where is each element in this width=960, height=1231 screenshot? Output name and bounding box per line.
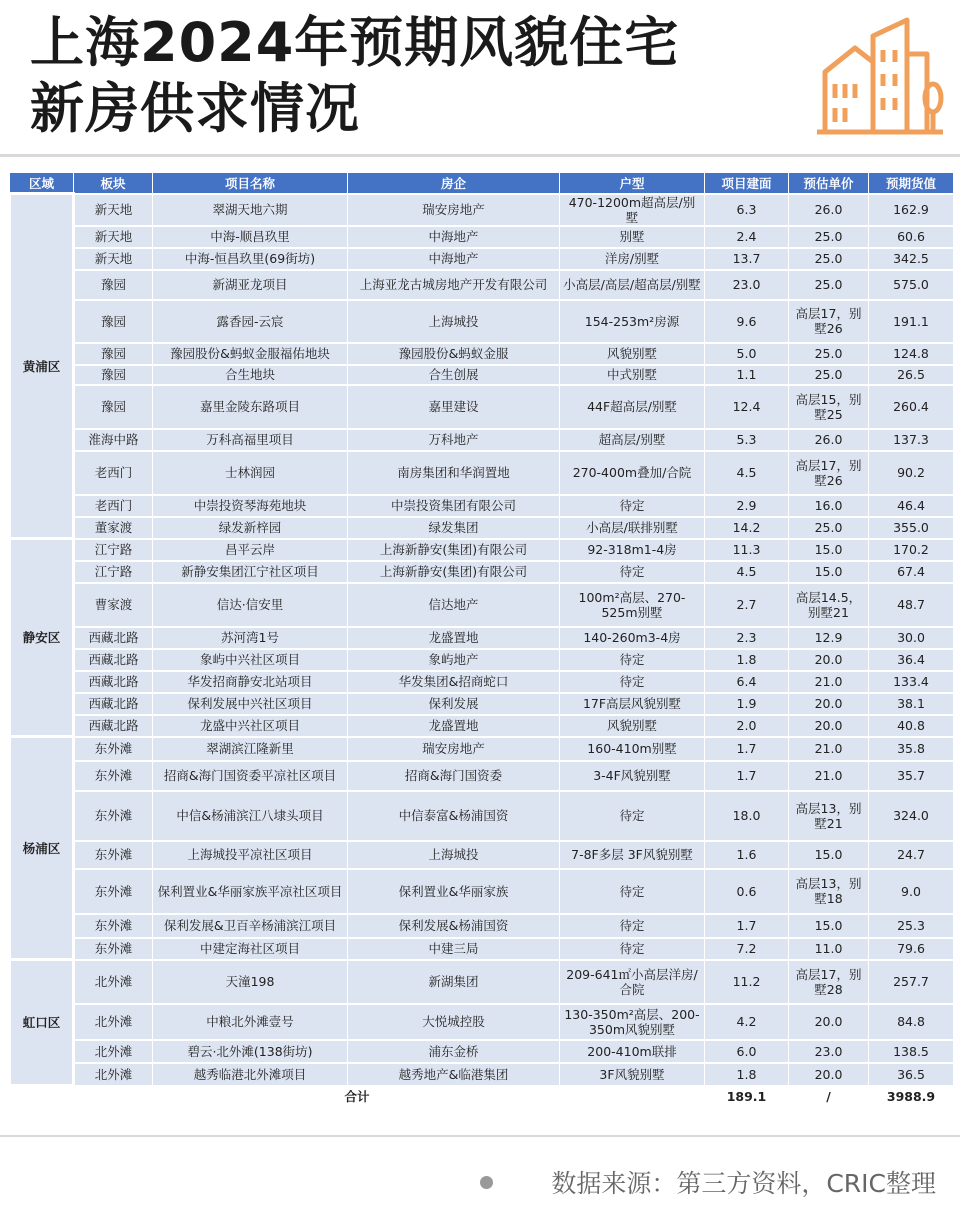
developer-cell: 瑞安房地产 xyxy=(348,737,560,761)
table-row xyxy=(10,583,954,627)
block-cell: 豫园 xyxy=(74,365,153,385)
area-cell: 14.2 xyxy=(705,517,789,539)
developer-cell: 大悦城控股 xyxy=(348,1004,560,1040)
value-cell: 170.2 xyxy=(869,539,954,561)
unit-type-cell: 140-260m3-4房 xyxy=(560,627,705,649)
project-cell: 合生地块 xyxy=(153,365,348,385)
table-row xyxy=(10,495,954,517)
price-cell: 高层15，别墅25 xyxy=(789,385,869,429)
value-cell: 84.8 xyxy=(869,1004,954,1040)
block-cell: 北外滩 xyxy=(74,1063,153,1086)
value-cell: 35.8 xyxy=(869,737,954,761)
price-cell: 高层14.5，别墅21 xyxy=(789,583,869,627)
bullet-icon xyxy=(480,1176,493,1189)
area-cell: 2.9 xyxy=(705,495,789,517)
top-divider xyxy=(0,154,960,157)
area-cell: 2.4 xyxy=(705,226,789,248)
developer-cell: 上海城投 xyxy=(348,300,560,343)
col-header: 项目建面 xyxy=(705,173,789,194)
table-row xyxy=(10,385,954,429)
unit-type-cell: 风貌别墅 xyxy=(560,715,705,737)
unit-type-cell: 待定 xyxy=(560,561,705,583)
developer-cell: 上海亚龙古城房地产开发有限公司 xyxy=(348,270,560,300)
table-row xyxy=(10,561,954,583)
price-cell: 20.0 xyxy=(789,1004,869,1040)
unit-type-cell: 270-400m叠加/合院 xyxy=(560,451,705,495)
value-cell: 48.7 xyxy=(869,583,954,627)
block-cell: 东外滩 xyxy=(74,938,153,960)
project-cell: 象屿中兴社区项目 xyxy=(153,649,348,671)
unit-type-cell: 中式别墅 xyxy=(560,365,705,385)
price-cell: 21.0 xyxy=(789,671,869,693)
price-cell: 高层17，别墅26 xyxy=(789,300,869,343)
table-body xyxy=(10,194,954,1108)
unit-type-cell: 92-318m1-4房 xyxy=(560,539,705,561)
block-cell: 新天地 xyxy=(74,194,153,226)
project-cell: 嘉里金陵东路项目 xyxy=(153,385,348,429)
value-cell: 133.4 xyxy=(869,671,954,693)
table-row xyxy=(10,1040,954,1063)
area-cell: 18.0 xyxy=(705,791,789,841)
unit-type-cell: 超高层/别墅 xyxy=(560,429,705,451)
block-cell: 曹家渡 xyxy=(74,583,153,627)
table-row xyxy=(10,960,954,1004)
unit-type-cell: 470-1200m超高层/别墅 xyxy=(560,194,705,226)
col-header: 板块 xyxy=(74,173,153,194)
table-row xyxy=(10,365,954,385)
price-cell: 25.0 xyxy=(789,517,869,539)
value-cell: 260.4 xyxy=(869,385,954,429)
value-cell: 191.1 xyxy=(869,300,954,343)
unit-type-cell: 154-253m²房源 xyxy=(560,300,705,343)
developer-cell: 万科地产 xyxy=(348,429,560,451)
price-cell: 高层17，别墅28 xyxy=(789,960,869,1004)
unit-type-cell: 130-350m²高层、200-350m风貌别墅 xyxy=(560,1004,705,1040)
project-cell: 新静安集团江宁社区项目 xyxy=(153,561,348,583)
project-cell: 万科高福里项目 xyxy=(153,429,348,451)
project-cell: 中海-顺昌玖里 xyxy=(153,226,348,248)
developer-cell: 保利发展 xyxy=(348,693,560,715)
value-cell: 9.0 xyxy=(869,869,954,914)
price-cell: 23.0 xyxy=(789,1040,869,1063)
table-row xyxy=(10,429,954,451)
value-cell: 67.4 xyxy=(869,561,954,583)
price-cell: 15.0 xyxy=(789,539,869,561)
area-cell: 1.7 xyxy=(705,737,789,761)
unit-type-cell: 209-641㎡小高层洋房/合院 xyxy=(560,960,705,1004)
table-row xyxy=(10,343,954,365)
area-cell: 11.3 xyxy=(705,539,789,561)
value-cell: 25.3 xyxy=(869,914,954,938)
developer-cell: 越秀地产&临港集团 xyxy=(348,1063,560,1086)
block-cell: 豫园 xyxy=(74,300,153,343)
region-cell: 黄浦区 xyxy=(10,194,74,539)
developer-cell: 龙盛置地 xyxy=(348,715,560,737)
table-row xyxy=(10,1004,954,1040)
block-cell: 东外滩 xyxy=(74,841,153,869)
developer-cell: 豫园股份&蚂蚁金服 xyxy=(348,343,560,365)
price-cell: 15.0 xyxy=(789,561,869,583)
block-cell: 西藏北路 xyxy=(74,649,153,671)
table-row xyxy=(10,649,954,671)
unit-type-cell: 待定 xyxy=(560,938,705,960)
unit-type-cell: 风貌别墅 xyxy=(560,343,705,365)
table-row xyxy=(10,914,954,938)
project-cell: 保利发展&卫百辛杨浦滨江项目 xyxy=(153,914,348,938)
table-row xyxy=(10,1063,954,1086)
total-area: 189.1 xyxy=(705,1086,789,1108)
col-header: 项目名称 xyxy=(153,173,348,194)
unit-type-cell: 7-8F多层 3F风貌别墅 xyxy=(560,841,705,869)
unit-type-cell: 待定 xyxy=(560,649,705,671)
area-cell: 6.4 xyxy=(705,671,789,693)
price-cell: 25.0 xyxy=(789,365,869,385)
area-cell: 0.6 xyxy=(705,869,789,914)
developer-cell: 上海新静安(集团)有限公司 xyxy=(348,539,560,561)
developer-cell: 招商&海门国资委 xyxy=(348,761,560,791)
unit-type-cell: 100m²高层、270-525m别墅 xyxy=(560,583,705,627)
value-cell: 35.7 xyxy=(869,761,954,791)
value-cell: 40.8 xyxy=(869,715,954,737)
unit-type-cell: 3F风貌别墅 xyxy=(560,1063,705,1086)
price-cell: 高层13，别墅21 xyxy=(789,791,869,841)
block-cell: 豫园 xyxy=(74,385,153,429)
value-cell: 90.2 xyxy=(869,451,954,495)
project-cell: 上海城投平凉社区项目 xyxy=(153,841,348,869)
developer-cell: 浦东金桥 xyxy=(348,1040,560,1063)
project-cell: 保利置业&华丽家族平凉社区项目 xyxy=(153,869,348,914)
value-cell: 257.7 xyxy=(869,960,954,1004)
price-cell: 20.0 xyxy=(789,1063,869,1086)
supply-table xyxy=(8,172,954,1109)
table-row xyxy=(10,693,954,715)
block-cell: 西藏北路 xyxy=(74,671,153,693)
project-cell: 越秀临港北外滩项目 xyxy=(153,1063,348,1086)
area-cell: 6.3 xyxy=(705,194,789,226)
total-price: / xyxy=(789,1086,869,1108)
block-cell: 豫园 xyxy=(74,343,153,365)
price-cell: 20.0 xyxy=(789,715,869,737)
value-cell: 342.5 xyxy=(869,248,954,270)
area-cell: 1.7 xyxy=(705,761,789,791)
table-row xyxy=(10,226,954,248)
source-note xyxy=(480,1164,936,1200)
region-cell: 杨浦区 xyxy=(10,737,74,960)
project-cell: 中建定海社区项目 xyxy=(153,938,348,960)
total-row xyxy=(10,1086,954,1108)
area-cell: 2.0 xyxy=(705,715,789,737)
project-cell: 露香园-云宸 xyxy=(153,300,348,343)
price-cell: 25.0 xyxy=(789,270,869,300)
developer-cell: 嘉里建设 xyxy=(348,385,560,429)
block-cell: 东外滩 xyxy=(74,791,153,841)
developer-cell: 瑞安房地产 xyxy=(348,194,560,226)
block-cell: 西藏北路 xyxy=(74,693,153,715)
area-cell: 9.6 xyxy=(705,300,789,343)
price-cell: 21.0 xyxy=(789,737,869,761)
unit-type-cell: 待定 xyxy=(560,671,705,693)
col-header: 预估单价 xyxy=(789,173,869,194)
unit-type-cell: 别墅 xyxy=(560,226,705,248)
project-cell: 保利发展中兴社区项目 xyxy=(153,693,348,715)
developer-cell: 华发集团&招商蛇口 xyxy=(348,671,560,693)
project-cell: 中崇投资琴海苑地块 xyxy=(153,495,348,517)
title-line-2: 新房供求情况 xyxy=(30,77,360,140)
area-cell: 4.5 xyxy=(705,561,789,583)
buildings-icon xyxy=(815,14,945,138)
unit-type-cell: 洋房/别墅 xyxy=(560,248,705,270)
area-cell: 1.1 xyxy=(705,365,789,385)
price-cell: 25.0 xyxy=(789,248,869,270)
area-cell: 1.8 xyxy=(705,649,789,671)
col-header: 预期货值 xyxy=(869,173,954,194)
unit-type-cell: 待定 xyxy=(560,869,705,914)
developer-cell: 中信泰富&杨浦国资 xyxy=(348,791,560,841)
block-cell: 西藏北路 xyxy=(74,627,153,649)
page-title xyxy=(30,10,679,142)
area-cell: 23.0 xyxy=(705,270,789,300)
table-row xyxy=(10,270,954,300)
col-header: 户型 xyxy=(560,173,705,194)
table-header xyxy=(10,173,954,194)
developer-cell: 上海城投 xyxy=(348,841,560,869)
developer-cell: 保利置业&华丽家族 xyxy=(348,869,560,914)
developer-cell: 中海地产 xyxy=(348,226,560,248)
table-row xyxy=(10,938,954,960)
project-cell: 信达·信安里 xyxy=(153,583,348,627)
project-cell: 龙盛中兴社区项目 xyxy=(153,715,348,737)
value-cell: 36.5 xyxy=(869,1063,954,1086)
area-cell: 7.2 xyxy=(705,938,789,960)
unit-type-cell: 200-410m联排 xyxy=(560,1040,705,1063)
project-cell: 招商&海门国资委平凉社区项目 xyxy=(153,761,348,791)
project-cell: 翠湖滨江隆新里 xyxy=(153,737,348,761)
table-row xyxy=(10,715,954,737)
table-row xyxy=(10,627,954,649)
area-cell: 1.9 xyxy=(705,693,789,715)
block-cell: 董家渡 xyxy=(74,517,153,539)
area-cell: 5.3 xyxy=(705,429,789,451)
region-cell: 虹口区 xyxy=(10,960,74,1086)
price-cell: 20.0 xyxy=(789,649,869,671)
area-cell: 6.0 xyxy=(705,1040,789,1063)
value-cell: 124.8 xyxy=(869,343,954,365)
price-cell: 16.0 xyxy=(789,495,869,517)
table-row xyxy=(10,300,954,343)
table-row xyxy=(10,761,954,791)
price-cell: 高层13，别墅18 xyxy=(789,869,869,914)
value-cell: 26.5 xyxy=(869,365,954,385)
project-cell: 中粮北外滩壹号 xyxy=(153,1004,348,1040)
price-cell: 25.0 xyxy=(789,343,869,365)
unit-type-cell: 44F超高层/别墅 xyxy=(560,385,705,429)
unit-type-cell: 17F高层风貌别墅 xyxy=(560,693,705,715)
block-cell: 东外滩 xyxy=(74,737,153,761)
table-row xyxy=(10,539,954,561)
value-cell: 137.3 xyxy=(869,429,954,451)
developer-cell: 上海新静安(集团)有限公司 xyxy=(348,561,560,583)
project-cell: 昌平云岸 xyxy=(153,539,348,561)
developer-cell: 南房集团和华润置地 xyxy=(348,451,560,495)
project-cell: 天潼198 xyxy=(153,960,348,1004)
area-cell: 5.0 xyxy=(705,343,789,365)
value-cell: 24.7 xyxy=(869,841,954,869)
block-cell: 东外滩 xyxy=(74,914,153,938)
unit-type-cell: 3-4F风貌别墅 xyxy=(560,761,705,791)
developer-cell: 绿发集团 xyxy=(348,517,560,539)
value-cell: 324.0 xyxy=(869,791,954,841)
block-cell: 新天地 xyxy=(74,248,153,270)
unit-type-cell: 待定 xyxy=(560,914,705,938)
project-cell: 士林润园 xyxy=(153,451,348,495)
table-row xyxy=(10,248,954,270)
block-cell: 东外滩 xyxy=(74,761,153,791)
block-cell: 老西门 xyxy=(74,495,153,517)
unit-type-cell: 待定 xyxy=(560,791,705,841)
area-cell: 2.7 xyxy=(705,583,789,627)
block-cell: 江宁路 xyxy=(74,561,153,583)
value-cell: 162.9 xyxy=(869,194,954,226)
bottom-divider xyxy=(0,1135,960,1137)
price-cell: 21.0 xyxy=(789,761,869,791)
title-line-1: 上海2024年预期风貌住宅 xyxy=(30,11,680,74)
area-cell: 4.2 xyxy=(705,1004,789,1040)
project-cell: 新湖亚龙项目 xyxy=(153,270,348,300)
area-cell: 2.3 xyxy=(705,627,789,649)
price-cell: 高层17，别墅26 xyxy=(789,451,869,495)
value-cell: 46.4 xyxy=(869,495,954,517)
block-cell: 淮海中路 xyxy=(74,429,153,451)
area-cell: 1.7 xyxy=(705,914,789,938)
table-row xyxy=(10,517,954,539)
area-cell: 12.4 xyxy=(705,385,789,429)
project-cell: 翠湖天地六期 xyxy=(153,194,348,226)
block-cell: 西藏北路 xyxy=(74,715,153,737)
area-cell: 1.8 xyxy=(705,1063,789,1086)
source-text: 数据来源：第三方资料，CRIC整理 xyxy=(551,1169,936,1198)
unit-type-cell: 小高层/联排别墅 xyxy=(560,517,705,539)
table-row xyxy=(10,791,954,841)
value-cell: 30.0 xyxy=(869,627,954,649)
value-cell: 36.4 xyxy=(869,649,954,671)
table-row xyxy=(10,451,954,495)
area-cell: 11.2 xyxy=(705,960,789,1004)
developer-cell: 中崇投资集团有限公司 xyxy=(348,495,560,517)
developer-cell: 新湖集团 xyxy=(348,960,560,1004)
col-header: 房企 xyxy=(348,173,560,194)
developer-cell: 保利发展&杨浦国资 xyxy=(348,914,560,938)
block-cell: 北外滩 xyxy=(74,960,153,1004)
table-row xyxy=(10,194,954,226)
region-cell: 静安区 xyxy=(10,539,74,737)
project-cell: 豫园股份&蚂蚁金服福佑地块 xyxy=(153,343,348,365)
col-header: 区域 xyxy=(10,173,74,194)
price-cell: 26.0 xyxy=(789,194,869,226)
value-cell: 575.0 xyxy=(869,270,954,300)
value-cell: 60.6 xyxy=(869,226,954,248)
value-cell: 79.6 xyxy=(869,938,954,960)
unit-type-cell: 小高层/高层/超高层/别墅 xyxy=(560,270,705,300)
price-cell: 25.0 xyxy=(789,226,869,248)
price-cell: 20.0 xyxy=(789,693,869,715)
developer-cell: 龙盛置地 xyxy=(348,627,560,649)
table-row xyxy=(10,841,954,869)
total-label: 合计 xyxy=(10,1086,705,1108)
value-cell: 38.1 xyxy=(869,693,954,715)
value-cell: 355.0 xyxy=(869,517,954,539)
developer-cell: 信达地产 xyxy=(348,583,560,627)
project-cell: 中海-恒昌玖里(69街坊) xyxy=(153,248,348,270)
price-cell: 26.0 xyxy=(789,429,869,451)
block-cell: 北外滩 xyxy=(74,1040,153,1063)
total-value: 3988.9 xyxy=(869,1086,954,1108)
price-cell: 15.0 xyxy=(789,841,869,869)
area-cell: 1.6 xyxy=(705,841,789,869)
project-cell: 华发招商静安北站项目 xyxy=(153,671,348,693)
table-row xyxy=(10,737,954,761)
project-cell: 绿发新梓园 xyxy=(153,517,348,539)
block-cell: 豫园 xyxy=(74,270,153,300)
block-cell: 北外滩 xyxy=(74,1004,153,1040)
project-cell: 碧云·北外滩(138街坊) xyxy=(153,1040,348,1063)
area-cell: 4.5 xyxy=(705,451,789,495)
block-cell: 东外滩 xyxy=(74,869,153,914)
price-cell: 11.0 xyxy=(789,938,869,960)
table-row xyxy=(10,869,954,914)
project-cell: 中信&杨浦滨江八埭头项目 xyxy=(153,791,348,841)
developer-cell: 中海地产 xyxy=(348,248,560,270)
block-cell: 江宁路 xyxy=(74,539,153,561)
developer-cell: 合生创展 xyxy=(348,365,560,385)
unit-type-cell: 160-410m别墅 xyxy=(560,737,705,761)
developer-cell: 象屿地产 xyxy=(348,649,560,671)
project-cell: 苏河湾1号 xyxy=(153,627,348,649)
unit-type-cell: 待定 xyxy=(560,495,705,517)
value-cell: 138.5 xyxy=(869,1040,954,1063)
price-cell: 15.0 xyxy=(789,914,869,938)
block-cell: 新天地 xyxy=(74,226,153,248)
area-cell: 13.7 xyxy=(705,248,789,270)
price-cell: 12.9 xyxy=(789,627,869,649)
developer-cell: 中建三局 xyxy=(348,938,560,960)
table-row xyxy=(10,671,954,693)
block-cell: 老西门 xyxy=(74,451,153,495)
